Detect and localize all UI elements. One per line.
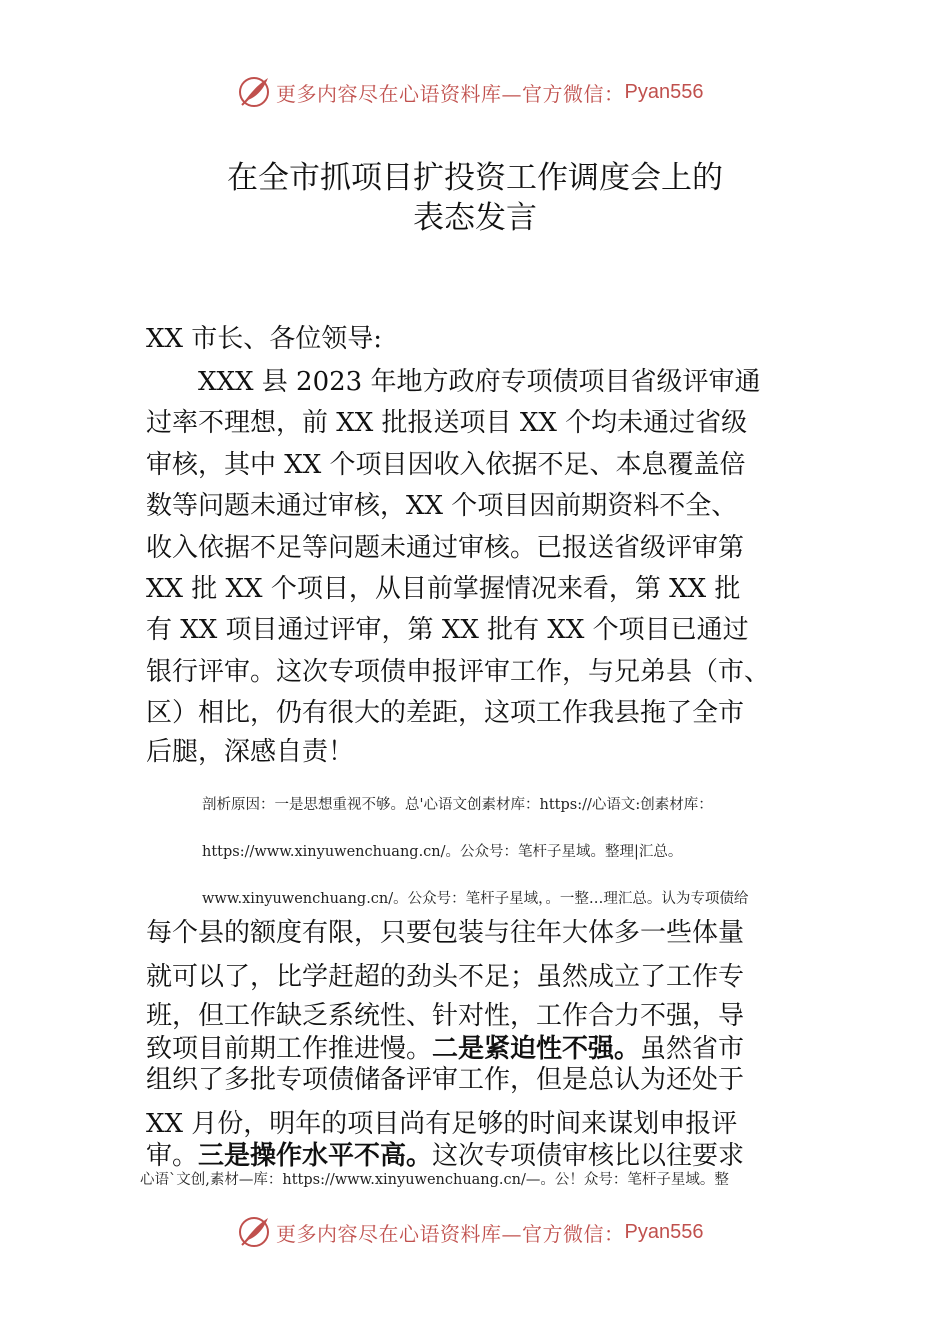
body-line: 收入依据不足等问题未通过审核。已报送省级评审第	[146, 533, 745, 563]
quill-logo-icon	[236, 1214, 272, 1250]
footer-text-line: 心语`文创,素材—库：https://www.xinyuwenchuang.cn/—。公！众号：笔杆子星域。整	[140, 1172, 729, 1188]
document-title-line-1: 在全市抓项目扩投资工作调度会上的	[227, 160, 723, 196]
header-banner	[236, 72, 736, 112]
body-text: 审。	[146, 1141, 199, 1171]
body-text: 这次专项债审核比以往要求	[432, 1141, 745, 1171]
bold-heading: 二是紧迫性不强。	[432, 1034, 641, 1064]
small-text-line: 剖析原因：一是思想重视不够。总'心语文创素材库：https://心语文:创素材库：	[202, 797, 713, 813]
body-text: 虽然省市	[640, 1034, 745, 1064]
body-line: XXX 县 2023 年地方政府专项债项目省级评审通	[146, 367, 761, 397]
banner-text: 更多内容尽在心语资料库—官方微信：	[276, 1221, 625, 1246]
banner-wechat-id: Pyan556	[624, 1220, 704, 1243]
body-line	[146, 1032, 826, 1066]
salutation: XX 市长、各位领导:	[146, 324, 383, 354]
body-line: 银行评审。这次专项债申报评审工作，与兄弟县（市、	[146, 657, 771, 687]
footer-banner	[236, 1212, 736, 1252]
small-text-line: https://www.xinyuwenchuang.cn/。公众号：笔杆子星域。整理|汇总。	[202, 844, 683, 860]
quill-logo-icon	[236, 74, 272, 110]
banner-wechat-id: Pyan556	[624, 80, 704, 103]
body-line: 就可以了，比学赶超的劲头不足；虽然成立了工作专	[146, 962, 745, 992]
document-title-line-2: 表态发言	[413, 200, 537, 236]
body-line: XX 批 XX 个项目，从目前掌握情况来看，第 XX 批	[146, 574, 741, 604]
body-line: 班，但工作缺乏系统性、针对性，工作合力不强，导	[146, 1001, 745, 1031]
banner-text: 更多内容尽在心语资料库—官方微信：	[276, 81, 625, 106]
body-line: 每个县的额度有限，只要包装与往年大体多一些体量	[146, 918, 745, 948]
body-line: 后腿，深感自责！	[146, 737, 355, 767]
bold-heading: 三是操作水平不高。	[198, 1141, 433, 1171]
body-text: 致项目前期工作推进慢。	[146, 1034, 433, 1064]
body-line: 过率不理想，前 XX 批报送项目 XX 个均未通过省级	[146, 408, 748, 438]
body-line: XX 月份，明年的项目尚有足够的时间来谋划申报评	[146, 1109, 738, 1139]
body-line: 区）相比，仍有很大的差距，这项工作我县拖了全市	[146, 698, 745, 728]
body-line: 数等问题未通过审核，XX 个项目因前期资料不全、	[146, 491, 738, 521]
small-text-line: www.xinyuwenchuang.cn/。公众号：笔杆子星域，。一整…理汇总。认为专项债给	[202, 891, 749, 907]
body-line: 有 XX 项目通过评审，第 XX 批有 XX 个项目已通过	[146, 615, 749, 645]
body-line	[146, 1139, 826, 1173]
body-line: 审核，其中 XX 个项目因收入依据不足、本息覆盖倍	[146, 450, 746, 480]
body-line: 组织了多批专项债储备评审工作，但是总认为还处于	[146, 1065, 745, 1095]
